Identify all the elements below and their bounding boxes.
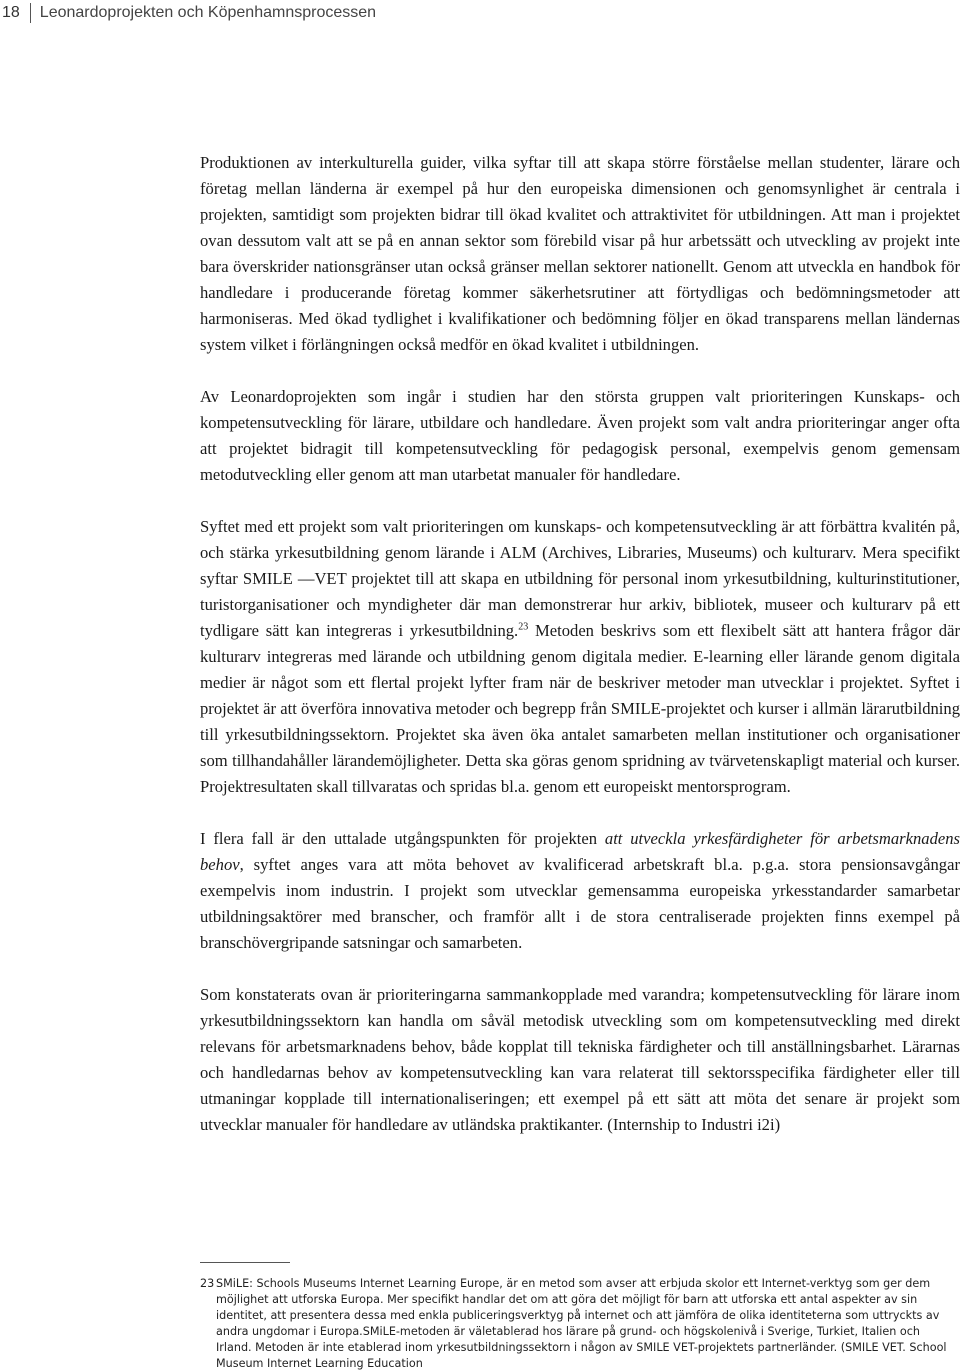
footnote-number: 23: [200, 1277, 215, 1290]
footnote-reference[interactable]: 23: [518, 621, 529, 633]
paragraph: Som konstaterats ovan är prioriteringarna sammankopplade med varandra; kompetensutveckling för lärare inom yrkesutbildningssektorn kan handla om såväl metodisk utveckling som om kompetensutveckling med direkt relevans för arbetsmarknadens behov, både kopplat till tekniska färdigheter och till anställningsbarhet. Lärarnas och handledarnas behov av kompetensutveckling kan vara relaterat till sektorsspecifika färdigheter eller till utmaningar kopplade till internationaliseringen; ett exempel på ett sätt att möta det senare är projekt som utvecklar manualer för handledare av utländska praktikanter. (Internship to Industri i2i): [200, 985, 960, 1134]
paragraph: [200, 826, 960, 956]
footnote-text: SMiLE: Schools Museums Internet Learning Europe, är en metod som avser att erbjuda skolor ett Internet-verktyg som ger dem möjlighet att utforska Europa. Mer specifikt handlar det om att göra det möjligt för barn att utforska ett antal aspekter av sin identitet, att presentera dessa med enkla publiceringsverktyg på internet och att jämföra de olika identiteterna som uttryckts av andra ungdomar i Europa.SMiLE-metoden är väletablerad hos lärare på grund- och högskolenivå i Sverige, Turkiet, Italien och Irland. Metoden är inte etablerad inom yrkesutbildningssektorn i någon av SMILE VET-projektets partnerländer. (SMILE VET. School Museum Internet Learning Education: [216, 1277, 947, 1370]
paragraph-text: I flera fall är den uttalade utgångspunkten för projekten: [200, 829, 605, 848]
paragraph: [200, 514, 960, 800]
paragraph-text: Syftet med ett projekt som valt prioriteringen om kunskaps- och kompetensutveckling är att förbättra kvalitén på, och stärka yrkesutbildning genom lärande i ALM (Archives, Libraries, Museums) och kulturarv. Mera specifikt syftar SMILE —VET projektet till att skapa en utbildning för personal inom yrkesutbildning, kulturinstitutioner, turistorganisationer och myndigheter där man demonstrerar hur arkiv, bibliotek, museer och kulturarv på ett tydligare sätt kan integreras i yrkesutbildning.: [200, 517, 960, 640]
footnote-divider: [200, 1262, 290, 1263]
paragraph-text: , syftet anges vara att möta behovet av kvalificerad arbetskraft bl.a. p.g.a. stora pensionsavgångar exempelvis inom industrin. I projekt som utvecklar gemensamma europeiska yrkesstandarder samarbetar utbildningsaktörer med branscher, och framför allt i de stora centraliserade projekten finns exempel på branschövergripande satsningar och samarbeten.: [200, 855, 960, 952]
body-text: [200, 150, 960, 1164]
footnote: [200, 1276, 955, 1372]
paragraph: Produktionen av interkulturella guider, vilka syftar till att skapa större förståelse mellan studenter, lärare och företag mellan länderna är exempel på hur den europeiska dimensionen och genomsynlighet är centrala i projekten, samtidigt som projekten bidrar till ökad kvalitet och attraktivitet för utbildningen. Att man i projektet ovan dessutom valt att se på en annan sektor som förebild visar på hur arbetssätt och utveckling av projekt inte bara överskrider nationsgränser utan också gränser mellan sektorer nationellt. Genom att utveckla en handbok för handledare i producerande företag kommer säkerhetsrutiner att förtydligas och bedömningsmetoder att harmoniseras. Med ökad tydlighet i kvalifikationer och bedömning följer en ökad transparens mellan ländernas system vilket i förlängningen också medför en ökad kvalitet i utbildningen.: [200, 153, 960, 354]
paragraph-text: Metoden beskrivs som ett flexibelt sätt att hantera frågor där kulturarv integreras med lärande och utbildning genom digitala medier. E-learning eller lärande genom digitala medier är något som ett flertal projekt lyfter fram när de beskriver metoder man utvecklar i projektet. Syftet i projektet är att överföra innovativa metoder och begrepp från SMILE-projektet och kurser i allmän lärarutbildning till yrkesutbildningssektorn. Projektet ska även öka antalet samarbeten mellan institutioner och organisationer som tillhandahåller lärandemöjligheter. Detta ska göras genom spridning av tvärvetenskapligt material och kurser. Projektresultaten skall tillvaratas och spridas bl.a. genom ett europeiskt mentorsprogram.: [200, 621, 960, 796]
footnotes: [200, 1276, 955, 1372]
page-number: 18: [0, 3, 31, 23]
chapter-title: Leonardoprojekten och Köpenhamnsprocessen: [39, 4, 377, 21]
emphasized-text: att utveckla yrkesfärdigheter för arbetsmarknadens behov: [200, 829, 960, 874]
paragraph: Av Leonardoprojekten som ingår i studien har den största gruppen valt prioriteringen Kunskaps- och kompetensutveckling för lärare, utbildare och handledare. Även projekt som valt andra prioriteringar anger ofta att projektet bidragit till kompetensutveckling för pedagogisk personal, exempelvis genom gemensam metodutveckling eller genom att man utarbetat manualer för handledare.: [200, 387, 960, 484]
running-header: [0, 0, 376, 26]
